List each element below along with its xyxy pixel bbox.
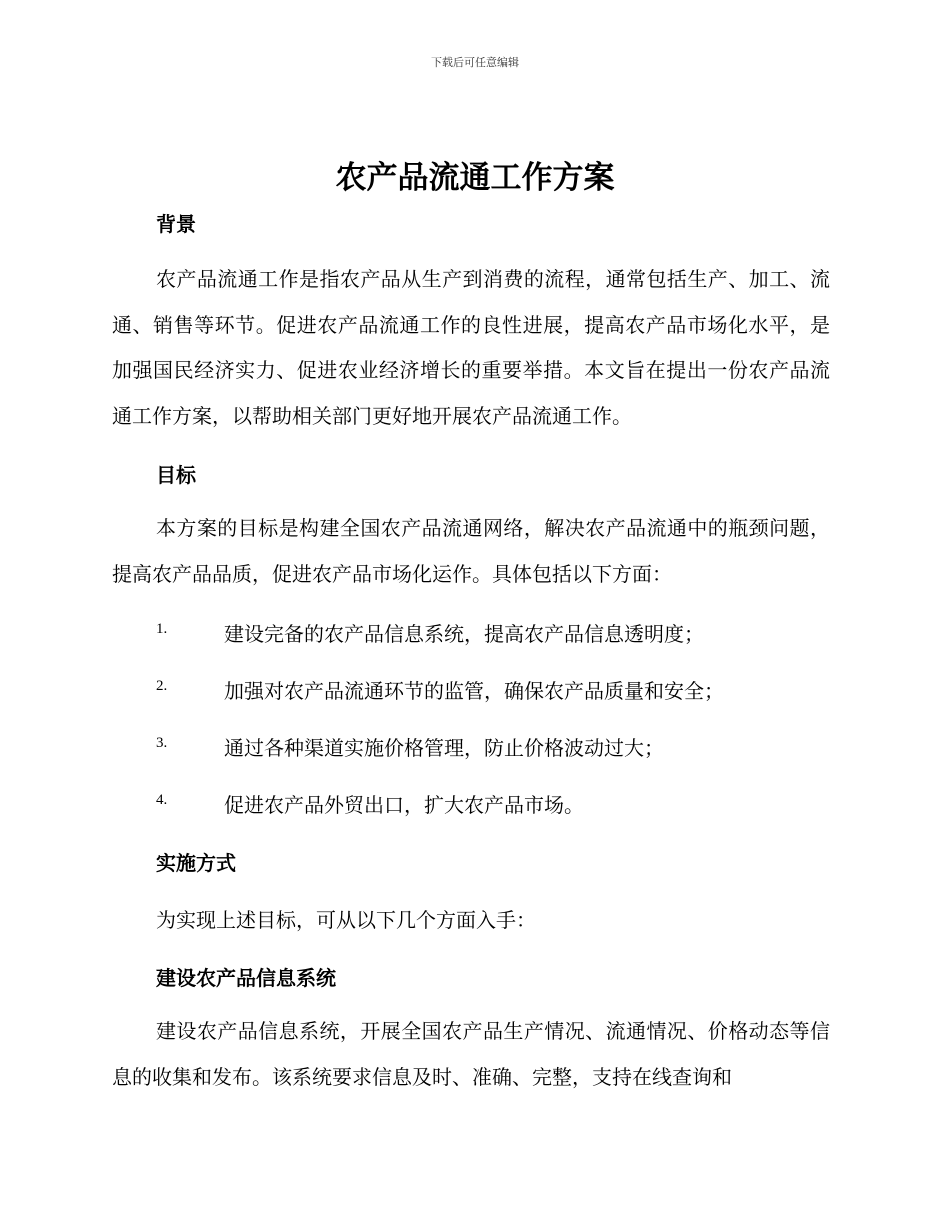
list-item-number: 3.	[156, 735, 168, 751]
section-heading-goal: 目标	[156, 463, 196, 487]
list-item-text: 加强对农产品流通环节的监管，确保农产品质量和安全；	[224, 679, 724, 703]
document-title: 农产品流通工作方案	[335, 160, 615, 196]
header-note: 下载后可任意编辑	[431, 56, 519, 69]
implementation-intro: 为实现上述目标，可从以下几个方面入手：	[156, 908, 536, 932]
list-item-text: 建设完备的农产品信息系统，提高农产品信息透明度；	[224, 622, 704, 646]
background-paragraph: 农产品流通工作是指农产品从生产到消费的流程，通常包括生产、加工、流通、销售等环节。促进农产品流通工作的良性进展，提高农产品市场化水平，是加强国民经济实力、促进农业经济增长的重要举措。本文旨在提出一份农产品流通工作方案，以帮助相关部门更好地开展农产品流通工作。	[112, 267, 830, 428]
section-heading-background: 背景	[156, 212, 196, 236]
list-item-number: 4.	[156, 792, 168, 808]
goal-paragraph: 本方案的目标是构建全国农产品流通网络，解决农产品流通中的瓶颈问题，提高农产品品质，促进农产品市场化运作。具体包括以下方面：	[112, 516, 830, 586]
info-system-paragraph: 建设农产品信息系统，开展全国农产品生产情况、流通情况、价格动态等信息的收集和发布。该系统要求信息及时、准确、完整，支持在线查询和	[112, 1019, 830, 1089]
list-item-number: 1.	[156, 621, 168, 637]
list-item-text: 通过各种渠道实施价格管理，防止价格波动过大；	[224, 736, 664, 760]
section-heading-info-system: 建设农产品信息系统	[156, 966, 336, 990]
list-item-number: 2.	[156, 678, 168, 694]
section-heading-implementation: 实施方式	[156, 851, 236, 875]
list-item-text: 促进农产品外贸出口，扩大农产品市场。	[224, 793, 584, 817]
